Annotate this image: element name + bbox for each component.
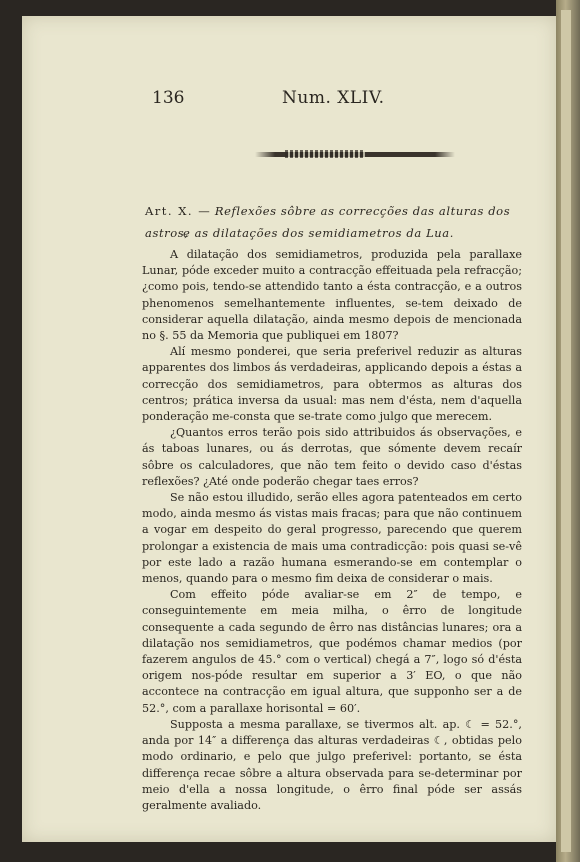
ornamental-rule-center [285, 150, 365, 158]
article-title-line1: Reflexões sôbre as correcções das alturas dos astros, [145, 204, 511, 240]
adjacent-page-edge [561, 10, 571, 852]
article-label: Art. X. — [145, 204, 212, 218]
running-header [152, 88, 392, 112]
article-body [142, 247, 522, 814]
issue-number: Num. XLIV. [282, 88, 385, 108]
paragraph: Alí mesmo ponderei, que seria preferivel reduzir as alturas apparentes dos limbos ás verdadeiras, applicando depois a éstas a correcção dos semidiametros, para obtermos as alturas dos centros; prática inversa da usual: mas nem d'ésta, nem d'aquella ponderação me-consta que se-trate como julgo que merecem. [142, 345, 522, 424]
article-title-line2: e as dilatações dos semidiametros da Lua. [183, 226, 455, 240]
paragraph: Se não estou illudido, serão elles agora patenteados em certo modo, ainda mesmo ás vistas mais fracas; para que não continuem a vogar em despeito do geral progresso, parecendo que querem prolongar a existencia de mais uma contradicção: pois quasi se-vê por este lado a razão humana esmerando-se em contemplar o menos, quando para o mesmo fim deixa de considerar o mais. [142, 491, 522, 586]
paragraph: A dilatação dos semidiametros, produzida pela parallaxe Lunar, póde exceder muito a contracção effeituada pela refracção; ¿como pois, tendo-se attendido tanto a ésta contracção, e a outros phenomenos semelhantemente influentes, se-tem deixado de considerar aquella dilatação, ainda mesmo depois de mencionada no §. 55 da Memoria que publiquei em 1807? [142, 248, 522, 343]
paragraph: ¿Quantos erros terão pois sido attribuidos ás observações, e ás taboas lunares, ou ás derrotas, que sómente devem recaír sôbre os calculadores, que não tem feito o devido caso d'éstas reflexões? ¿Até onde poderão chegar taes erros? [142, 426, 522, 488]
page-number: 136 [152, 88, 185, 108]
paragraph: Com effeito póde avaliar-se em 2″ de tempo, e conseguintemente em meia milha, o êrro de longitude consequente a cada segundo de êrro nas distâncias lunares; ora a dilatação nos semidiametros, que podémos chamar medios (por fazerem angulos de 45.° com o vertical) chegá a 7″, logo só d'ésta origem nos-póde resultar em superior a 3′ EO, o que não accontece na contracção em igual altura, que supponho ser a de 52.°, com a parallaxe horisontal = 60′. [142, 588, 522, 715]
article-heading [145, 200, 545, 244]
paragraph: Supposta a mesma parallaxe, se tivermos alt. ap. ☾ = 52.°, anda por 14″ a differença das alturas verdadeiras ☾, obtidas pelo modo ordinario, e pelo que julgo preferivel: portanto, se ésta differença recae sôbre a altura observada para se-determinar por meio d'ella a nossa longitude, o êrro final póde ser assás geralmente avaliado. [142, 717, 522, 812]
